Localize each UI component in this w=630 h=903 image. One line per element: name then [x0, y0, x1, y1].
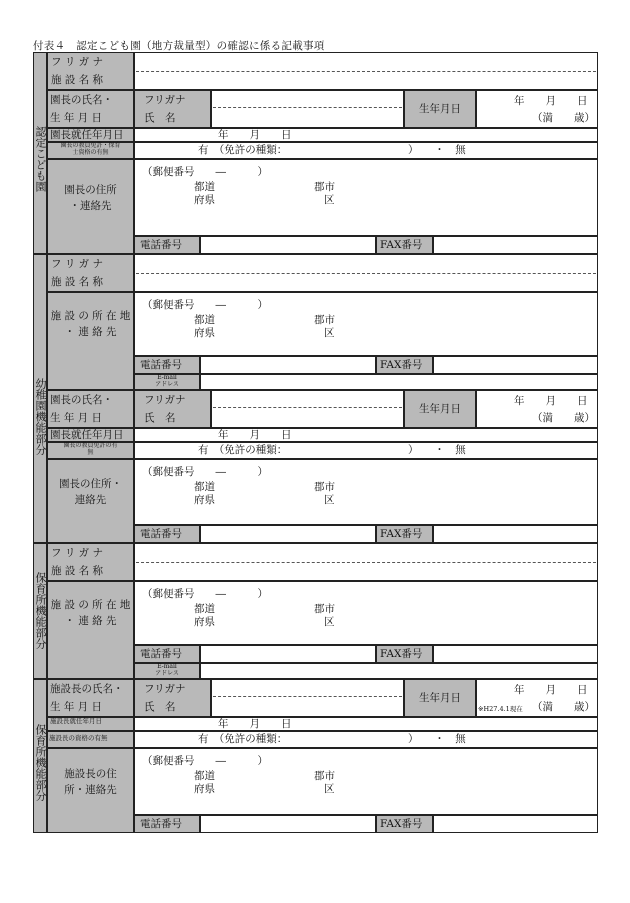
appointed-date-input[interactable]: [134, 717, 598, 731]
tel-input[interactable]: [200, 525, 376, 543]
address-label-cell: [47, 292, 134, 390]
facility-name-label: 施 設 名 称: [51, 276, 104, 288]
city-text: 郡市: [314, 603, 335, 615]
furigana-dashed-line: [213, 696, 402, 697]
birthdate-label: 生 年 月 日: [50, 701, 103, 713]
postal-code-text: （郵便番号 ― ）: [142, 466, 268, 478]
ward-text: 区: [324, 616, 335, 628]
ymd-text: 年 月 日: [218, 718, 292, 730]
tel-label: 電話番号: [140, 528, 182, 540]
ward-text: 区: [324, 494, 335, 506]
furigana-dashed-line: [136, 562, 596, 563]
license-label-a: 園長の教員免許の有: [63, 442, 118, 449]
ymd-text: 年 月 日: [218, 429, 292, 441]
name-small-label: 氏 名: [144, 412, 176, 424]
birthdate-label: 生 年 月 日: [50, 112, 103, 124]
license-label-a: 園長の教員免許・保育: [60, 142, 121, 149]
fax-input[interactable]: [433, 645, 598, 663]
address-label-b: ・ 連 絡 先: [64, 615, 117, 627]
city-text: 郡市: [314, 481, 335, 493]
side-label-hoikusho-a: 保育所機能部分: [34, 571, 47, 649]
email-address-label: アドレス: [155, 381, 179, 388]
address-label-b: 所・連絡先: [64, 783, 117, 796]
birthdate-label: 生年月日: [419, 403, 461, 415]
address-label-a: 園長の住所: [64, 183, 117, 196]
head-name-input[interactable]: [211, 679, 404, 717]
prefecture-text-a: 都道: [194, 481, 215, 493]
prefecture-text-b: 府県: [194, 194, 215, 206]
tel-input[interactable]: [200, 645, 376, 663]
prefecture-text-a: 都道: [194, 770, 215, 782]
fax-label: FAX番号: [380, 359, 423, 371]
address-label-b: ・連絡先: [69, 199, 112, 212]
birthdate-label: 生年月日: [419, 692, 461, 704]
address-label-a: 施設長の住: [64, 767, 117, 780]
age-text: （満 歳）: [532, 701, 595, 713]
furigana-label: フ リ ガ ナ: [51, 258, 104, 270]
appointed-date-label: 園長就任年月日: [50, 429, 124, 441]
age-text: （満 歳）: [532, 412, 595, 424]
tel-input[interactable]: [200, 356, 376, 374]
license-label-b: 無: [87, 449, 94, 456]
tel-input[interactable]: [200, 236, 376, 254]
license-label-b: 士資格の有無: [72, 149, 109, 156]
license-line: 有 （免許の種類： ） ・ 無: [198, 733, 466, 745]
appointed-date-input[interactable]: [134, 128, 598, 142]
prefecture-text-a: 都道: [194, 603, 215, 615]
ymd-text: 年 月 日: [514, 95, 588, 107]
ymd-text: 年 月 日: [514, 684, 588, 696]
address-label-a: 園長の住所・: [59, 478, 122, 490]
address-label-b: ・ 連 絡 先: [64, 326, 117, 338]
prefecture-text-a: 都道: [194, 314, 215, 326]
birthdate-label: 生年月日: [419, 103, 461, 115]
furigana-small-label: フリガナ: [144, 683, 186, 695]
head-name-label: 施設長の氏名・: [50, 683, 124, 695]
address-label-a: 施 設 の 所 在 地: [50, 310, 131, 322]
side-label-hoikusho-b: 保育所機能部分: [34, 723, 47, 801]
head-name-label: 園長の氏名・: [50, 94, 113, 106]
address-label-cell: [47, 581, 134, 679]
prefecture-text-b: 府県: [194, 494, 215, 506]
tel-label: 電話番号: [140, 648, 182, 660]
appointed-date-label: 施設長就任年月日: [50, 717, 102, 725]
appointed-date-input[interactable]: [134, 428, 598, 442]
postal-code-text: （郵便番号 ― ）: [142, 299, 268, 311]
tel-label: 電話番号: [140, 359, 182, 371]
age-text: （満 歳）: [532, 112, 595, 124]
postal-code-text: （郵便番号 ― ）: [142, 755, 268, 767]
fax-label: FAX番号: [380, 818, 423, 830]
side-label-nintei-kodomoen: 認定こども園: [34, 126, 47, 192]
name-small-label: 氏 名: [144, 112, 176, 124]
email-label: E-mail: [157, 663, 177, 670]
furigana-label: フ リ ガ ナ: [51, 56, 104, 68]
postal-code-text: （郵便番号 ― ）: [142, 588, 268, 600]
furigana-dashed-line: [136, 273, 596, 274]
prefecture-text-b: 府県: [194, 783, 215, 795]
ward-text: 区: [324, 327, 335, 339]
ward-text: 区: [324, 194, 335, 206]
email-label: E-mail: [157, 374, 177, 381]
appointed-date-label: 園長就任年月日: [50, 129, 124, 141]
prefecture-text-b: 府県: [194, 616, 215, 628]
furigana-dashed-line: [213, 407, 402, 408]
fax-input[interactable]: [433, 815, 598, 833]
head-name-input[interactable]: [211, 90, 404, 128]
name-small-label: 氏 名: [144, 701, 176, 713]
fax-input[interactable]: [433, 356, 598, 374]
fax-input[interactable]: [433, 236, 598, 254]
furigana-label: フ リ ガ ナ: [51, 547, 104, 559]
address-label-b: 連絡先: [74, 494, 107, 506]
email-input[interactable]: [200, 663, 598, 679]
furigana-small-label: フリガナ: [144, 94, 186, 106]
ward-text: 区: [324, 783, 335, 795]
email-input[interactable]: [200, 374, 598, 390]
facility-name-label: 施 設 名 称: [51, 565, 104, 577]
side-label-youchien: 幼稚園機能部分: [34, 377, 47, 455]
furigana-dashed-line: [136, 71, 596, 72]
prefecture-text-a: 都道: [194, 181, 215, 193]
address-label-a: 施 設 の 所 在 地: [50, 599, 131, 611]
city-text: 郡市: [314, 770, 335, 782]
note-h27: ※H27.4.1現在: [478, 705, 523, 713]
email-address-label: アドレス: [155, 670, 179, 677]
license-label: 施設長の資格の有無: [49, 734, 108, 742]
license-line: 有 （免許の種類： ） ・ 無: [198, 144, 466, 156]
license-line: 有 （免許の種類： ） ・ 無: [198, 444, 466, 456]
postal-code-text: （郵便番号 ― ）: [142, 166, 268, 178]
tel-input[interactable]: [200, 815, 376, 833]
facility-name-label: 施 設 名 称: [51, 74, 104, 86]
ymd-text: 年 月 日: [218, 129, 292, 141]
furigana-dashed-line: [213, 107, 402, 108]
birthdate-label: 生 年 月 日: [50, 412, 103, 424]
tel-label: 電話番号: [140, 818, 182, 830]
ymd-text: 年 月 日: [514, 395, 588, 407]
fax-label: FAX番号: [380, 239, 423, 251]
document-title: 付表４ 認定こども園（地方裁量型）の確認に係る記載事項: [33, 40, 325, 52]
city-text: 郡市: [314, 314, 335, 326]
head-name-label: 園長の氏名・: [50, 394, 113, 406]
head-name-input[interactable]: [211, 390, 404, 428]
tel-label: 電話番号: [140, 239, 182, 251]
prefecture-text-b: 府県: [194, 327, 215, 339]
fax-label: FAX番号: [380, 528, 423, 540]
furigana-small-label: フリガナ: [144, 394, 186, 406]
city-text: 郡市: [314, 181, 335, 193]
fax-label: FAX番号: [380, 648, 423, 660]
fax-input[interactable]: [433, 525, 598, 543]
